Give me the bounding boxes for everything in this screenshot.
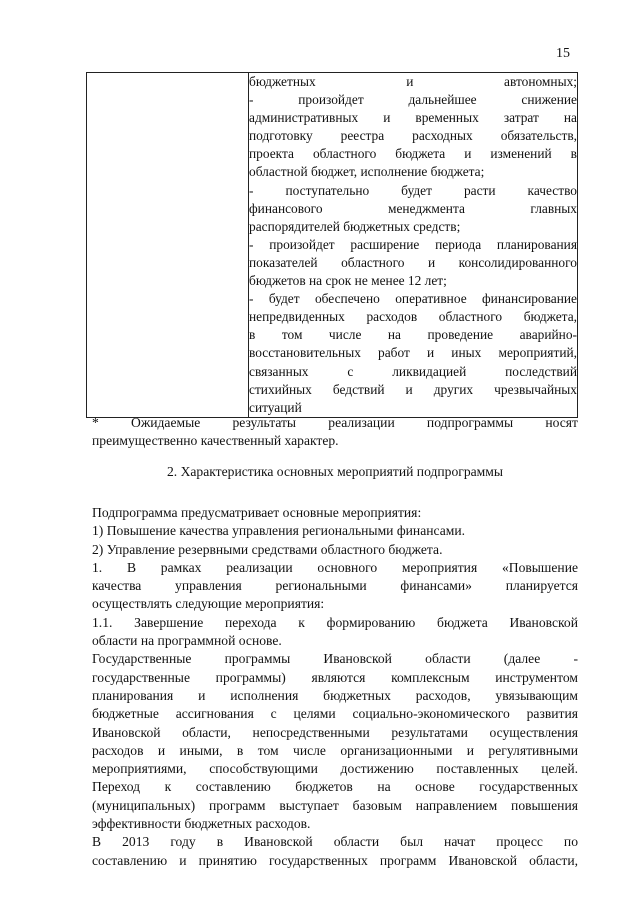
body-line: 1. В рамках реализации основного мероприятия «Повышение <box>92 559 578 575</box>
table-text-line: подготовку реестра расходных обязательств, <box>249 128 577 144</box>
footnote-line: преимущественно качественный характер. <box>92 433 339 449</box>
body-line: 1.1. Завершение перехода к формированию бюджета Ивановской <box>92 614 578 630</box>
table-text-line: административных и временных затрат на <box>249 110 577 126</box>
table-text-line: стихийных бедствий и других чрезвычайных <box>249 381 577 397</box>
table-left-cell <box>87 73 249 418</box>
body-line: планирования и исполнения бюджетных расходов, увязывающим <box>92 687 578 703</box>
body-line: Ивановской области, непосредственными результатами осуществления <box>92 724 578 740</box>
table-text-line: непредвиденных расходов областного бюджета, <box>249 309 577 325</box>
body-line: бюджетные ассигнования с целями социально-экономического развития <box>92 706 578 722</box>
table-text-line: областной бюджет, исполнение бюджета; <box>249 164 485 180</box>
table-right-cell <box>249 73 578 418</box>
body-line: Государственные программы Ивановской области (далее - <box>92 651 578 667</box>
body-line: области на программной основе. <box>92 633 282 649</box>
body-line: мероприятиями, способствующими достижению поставленных целей. <box>92 761 578 777</box>
footnote-line: * Ожидаемые результаты реализации подпрограммы носят <box>92 415 578 430</box>
table-text-line: восстановительных работ и иных мероприятий, <box>249 345 577 361</box>
section-heading: 2. Характеристика основных мероприятий подпрограммы <box>166 464 503 479</box>
table-text-line: в том числе на проведение аварийно- <box>249 327 577 343</box>
body-line: (муниципальных) программ выступает базовым направлением повышения <box>92 797 578 813</box>
table-text-line: - произойдет дальнейшее снижение <box>249 92 577 108</box>
footnote <box>92 414 578 451</box>
expected-results-table <box>86 72 578 418</box>
body-line: Подпрограмма предусматривает основные мероприятия: <box>92 505 422 520</box>
table-text-line: проекта областного бюджета и изменений в <box>249 146 577 162</box>
table-text-line: - произойдет расширение периода планирования <box>249 236 577 252</box>
table-text-line: показателей областного и консолидированного <box>249 254 577 270</box>
table-text-line: - будет обеспечено оперативное финансирование <box>249 291 577 307</box>
body-line: В 2013 году в Ивановской области был начат процесс по <box>92 834 578 850</box>
table-text-line: финансового менеджмента главных <box>249 200 577 216</box>
body-line: 1) Повышение качества управления региональными финансами. <box>92 523 466 539</box>
body-line: расходов и иными, в том числе организационными и регулятивными <box>92 742 578 758</box>
table-text-line: бюджетов на срок не менее 12 лет; <box>249 273 447 289</box>
body-line: осуществлять следующие мероприятия: <box>92 596 325 612</box>
page-number: 15 <box>556 46 570 61</box>
table-row <box>87 73 578 418</box>
table-text-line: ситуаций <box>249 399 302 415</box>
body-text <box>92 504 578 870</box>
body-line: Переход к составлению бюджетов на основе государственных <box>92 779 578 795</box>
body-line: качества управления региональными финансами» планируется <box>92 578 578 594</box>
body-line: эффективности бюджетных расходов. <box>92 816 311 832</box>
body-line: составлению и принятию государственных программ Ивановской области, <box>92 852 578 868</box>
table-text-line: - поступательно будет расти качество <box>249 182 577 198</box>
body-line: государственные программы) являются комплексным инструментом <box>92 669 578 685</box>
table-text-line: распорядителей бюджетных средств; <box>249 218 461 234</box>
body-line: 2) Управление резервными средствами областного бюджета. <box>92 541 443 557</box>
table-text-line: связанных с ликвидацией последствий <box>249 363 577 379</box>
table-text-line: бюджетных и автономных; <box>249 74 577 89</box>
